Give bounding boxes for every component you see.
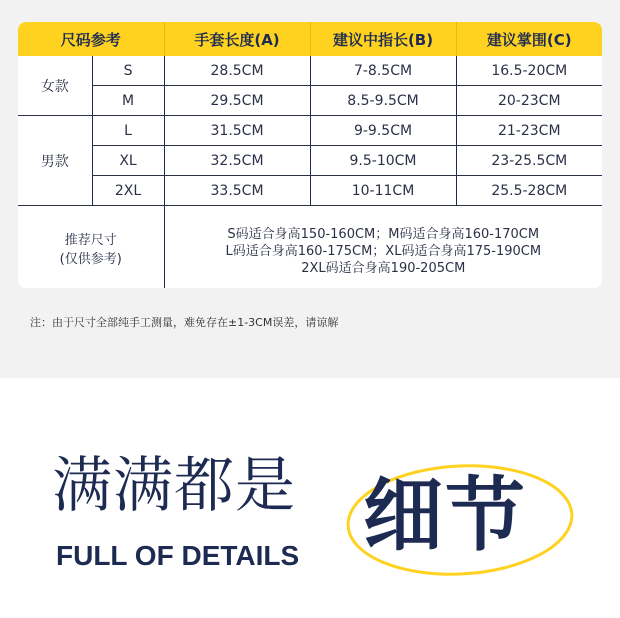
recommend-label-line2: (仅供参考)	[59, 252, 122, 267]
size-cell: L	[92, 116, 164, 146]
recommend-label	[18, 206, 164, 289]
palm-cell: 16.5-20CM	[456, 56, 602, 86]
table-header-row	[18, 22, 602, 56]
length-cell: 32.5CM	[164, 146, 310, 176]
measurement-footnote: 注：由于尺寸全部纯手工测量，难免存在±1-3CM误差，请谅解	[30, 316, 339, 329]
banner-title-en: FULL OF DETAILS	[56, 540, 300, 571]
recommend-row	[18, 206, 602, 289]
size-cell: 2XL	[92, 176, 164, 206]
highlight-badge	[345, 462, 575, 582]
table-row	[18, 146, 602, 176]
table-row	[18, 116, 602, 146]
table-row	[18, 86, 602, 116]
highlight-text: 细节	[363, 469, 527, 562]
group-label-men: 男款	[18, 116, 92, 206]
group-label-women: 女款	[18, 56, 92, 116]
size-cell: XL	[92, 146, 164, 176]
size-cell: S	[92, 56, 164, 86]
header-middle-finger: 建议中指长(B)	[310, 22, 456, 56]
palm-cell: 21-23CM	[456, 116, 602, 146]
size-cell: M	[92, 86, 164, 116]
palm-cell: 23-25.5CM	[456, 146, 602, 176]
length-cell: 28.5CM	[164, 56, 310, 86]
palm-cell: 20-23CM	[456, 86, 602, 116]
table-row	[18, 56, 602, 86]
length-cell: 31.5CM	[164, 116, 310, 146]
palm-cell: 25.5-28CM	[456, 176, 602, 206]
recommend-line: L码适合身高160-175CM；XL码适合身高175-190CM	[225, 243, 542, 259]
length-cell: 29.5CM	[164, 86, 310, 116]
recommend-text	[164, 206, 602, 289]
header-glove-length: 手套长度(A)	[164, 22, 310, 56]
size-table	[18, 22, 602, 288]
length-cell: 33.5CM	[164, 176, 310, 206]
finger-cell: 9-9.5CM	[310, 116, 456, 146]
table-row	[18, 176, 602, 206]
banner-title-cn: 满满都是	[52, 451, 296, 521]
header-size-ref: 尺码参考	[18, 22, 164, 56]
finger-cell: 9.5-10CM	[310, 146, 456, 176]
header-palm-girth: 建议掌围(C)	[456, 22, 602, 56]
size-chart-card	[18, 22, 602, 288]
recommend-label-line1: 推荐尺寸	[64, 233, 117, 248]
recommend-line: S码适合身高150-160CM；M码适合身高160-170CM	[227, 226, 540, 242]
finger-cell: 7-8.5CM	[310, 56, 456, 86]
finger-cell: 8.5-9.5CM	[310, 86, 456, 116]
finger-cell: 10-11CM	[310, 176, 456, 206]
recommend-line: 2XL码适合身高190-205CM	[301, 260, 466, 276]
